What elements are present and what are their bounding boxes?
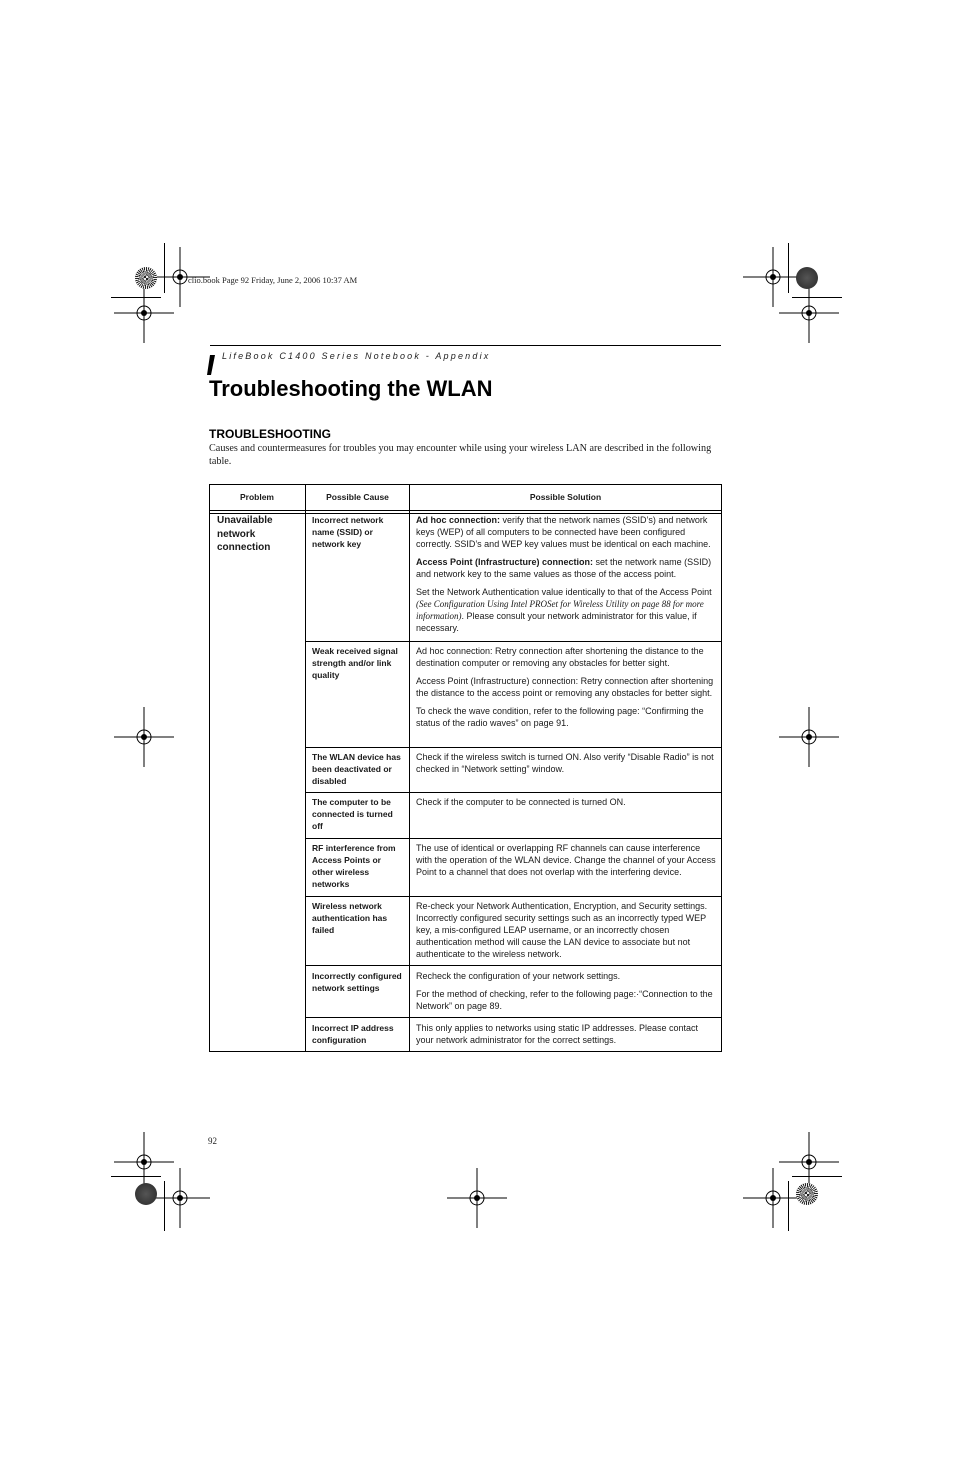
trim-line	[792, 297, 842, 298]
cause-cell: The computer to be connected is turned off	[312, 797, 393, 831]
registration-mark-crosshair	[114, 707, 174, 767]
table-header-rule	[209, 510, 722, 511]
cause-cell: Incorrect IP address configuration	[312, 1023, 394, 1045]
solution-paragraph	[416, 586, 716, 634]
print-info: clio.book Page 92 Friday, June 2, 2006 10:37 AM	[188, 275, 358, 285]
trim-line	[111, 1176, 161, 1177]
row-divider	[305, 896, 722, 897]
solution-text: set the network name (SSID) and network key to the same values as those of the access point.	[416, 557, 712, 579]
solution-cell	[416, 900, 716, 966]
solution-reference: (See Configuration Using Intel PROSet for Wireless Utility on page 88 for more information)	[416, 599, 704, 621]
registration-mark-crosshair	[114, 283, 174, 343]
problem-cell: Unavailable network connection	[217, 515, 273, 553]
solution-paragraph: The use of identical or overlapping RF channels can cause interference with the operation of the WLAN device. Change the channel of your Access Point to a channel that does not overlap with the interfering device.	[416, 843, 716, 877]
solution-paragraph: Access Point (Infrastructure) connection: Retry connection after shortening the distance to the access point or removing any obstacles for better sight.	[416, 676, 714, 698]
trim-line	[111, 297, 161, 298]
solution-paragraph: For the method of checking, refer to the following page:·“Connection to the Network” on page 89.	[416, 989, 713, 1011]
row-divider	[305, 641, 722, 642]
solution-paragraph: Check if the computer to be connected is turned ON.	[416, 797, 626, 807]
trim-line	[788, 1181, 789, 1231]
registration-rosette	[796, 267, 818, 289]
solution-bold-lead: Ad hoc connection:	[416, 515, 500, 525]
cause-cell: RF interference from Access Points or other wireless networks	[312, 843, 396, 889]
intro-paragraph: Causes and countermeasures for troubles you may encounter while using your wireless LAN are described in the following table.	[209, 443, 712, 467]
registration-mark-crosshair	[779, 707, 839, 767]
solution-paragraph	[416, 556, 716, 580]
table-column-divider	[409, 484, 410, 1052]
row-divider	[305, 747, 722, 748]
registration-rosette	[135, 267, 157, 289]
table-column-divider	[305, 484, 306, 1052]
table-border	[209, 484, 210, 1052]
solution-cell	[416, 796, 716, 814]
cause-cell: Incorrect network name (SSID) or network key	[312, 515, 384, 549]
solution-text: Set the Network Authentication value identically to that of the Access Point	[416, 587, 712, 597]
header-wedge	[207, 355, 215, 375]
troubleshooting-table	[209, 484, 722, 1052]
solution-cell	[416, 751, 716, 781]
row-divider	[305, 838, 722, 839]
solution-paragraph	[416, 514, 716, 550]
column-header-problem: Problem	[239, 492, 274, 502]
row-divider	[305, 792, 722, 793]
solution-paragraph: To check the wave condition, refer to the following page: “Confirming the status of the radio waves” on page 91.	[416, 706, 704, 728]
header-rule	[210, 345, 721, 346]
solution-paragraph: This only applies to networks using static IP addresses. Please contact your network administrator for the correct settings.	[416, 1023, 698, 1045]
solution-cell	[416, 645, 716, 735]
solution-paragraph: Re-check your Network Authentication, Encryption, and Security settings. Incorrectly configured security settings such as an incorrectly typed WEP key, a mis-configured LEAP username, or an incorrectly chosen authentication method will cause the LAN device to associate but not authenticate to the wireless network.	[416, 901, 708, 959]
trim-line	[164, 243, 165, 293]
cause-cell: Incorrectly configured network settings	[312, 971, 402, 993]
registration-mark-crosshair	[743, 1168, 803, 1228]
registration-rosette	[796, 1183, 818, 1205]
trim-line	[792, 1176, 842, 1177]
cause-cell: Wireless network authentication has failed	[312, 901, 388, 935]
table-border	[721, 484, 722, 1052]
solution-cell	[416, 514, 716, 640]
solution-cell	[416, 842, 716, 884]
column-header-possible-cause: Possible Cause	[326, 492, 389, 502]
page-number: 92	[208, 1136, 217, 1146]
cause-cell: The WLAN device has been deactivated or disabled	[312, 752, 401, 786]
registration-mark-crosshair	[447, 1168, 507, 1228]
running-head: LifeBook C1400 Series Notebook - Appendix	[222, 351, 491, 361]
solution-paragraph: Check if the wireless switch is turned ON. Also verify “Disable Radio” is not checked in “Network setting” window.	[416, 752, 714, 774]
solution-cell	[416, 1022, 716, 1052]
registration-mark-crosshair	[150, 1168, 210, 1228]
solution-text: . Please consult your network administrator for this value, if necessary.	[416, 611, 697, 633]
page-title: Troubleshooting the WLAN	[209, 376, 493, 401]
solution-bold-lead: Access Point (Infrastructure) connection:	[416, 557, 594, 567]
trim-line	[164, 1181, 165, 1231]
cause-cell: Weak received signal strength and/or link quality	[312, 646, 398, 680]
registration-rosette	[135, 1183, 157, 1205]
trim-line	[788, 243, 789, 293]
solution-cell	[416, 970, 716, 1018]
solution-paragraph: Ad hoc connection: Retry connection after shortening the distance to the destination computer or removing any obstacles for better sight.	[416, 646, 704, 668]
solution-text: verify that the network names (SSID’s) and network keys (WEP) of all computers to be connected have been configured correctly. SSID’s and WEP key values must be identical on each machine.	[416, 515, 711, 549]
solution-paragraph: Recheck the configuration of your network settings.	[416, 971, 621, 981]
section-heading: TROUBLESHOOTING	[209, 427, 331, 441]
column-header-possible-solution: Possible Solution	[529, 492, 602, 502]
